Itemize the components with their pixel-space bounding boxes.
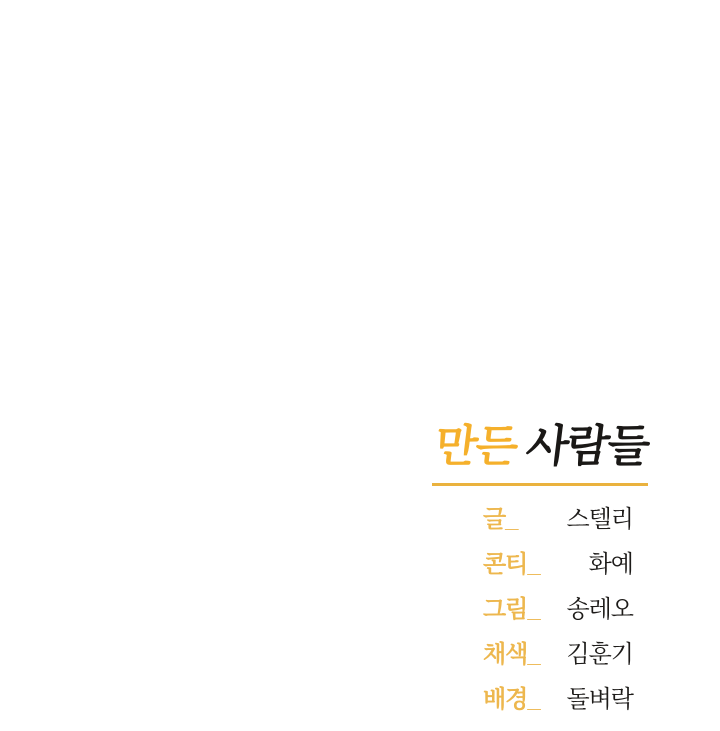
credit-role: 글_	[483, 506, 518, 533]
credit-name: 돌벼락	[566, 686, 633, 713]
credits-list	[483, 506, 633, 731]
credit-row	[483, 506, 633, 551]
page-title-highlight: 만든	[432, 422, 520, 471]
credit-role: 그림_	[483, 596, 540, 623]
credit-role: 배경_	[483, 686, 540, 713]
page-title-rest: 사람들	[513, 422, 651, 471]
credit-name: 화예	[588, 551, 633, 578]
credit-row	[483, 596, 633, 641]
title-underline	[432, 483, 648, 486]
credit-name: 스텔리	[566, 506, 633, 533]
credit-row	[483, 551, 633, 596]
credit-role: 콘티_	[483, 551, 540, 578]
credit-name: 송레오	[566, 596, 633, 623]
page-title	[432, 422, 651, 472]
credit-role: 채색_	[483, 641, 540, 668]
credit-row	[483, 641, 633, 686]
credit-name: 김훈기	[566, 641, 633, 668]
credit-row	[483, 686, 633, 731]
